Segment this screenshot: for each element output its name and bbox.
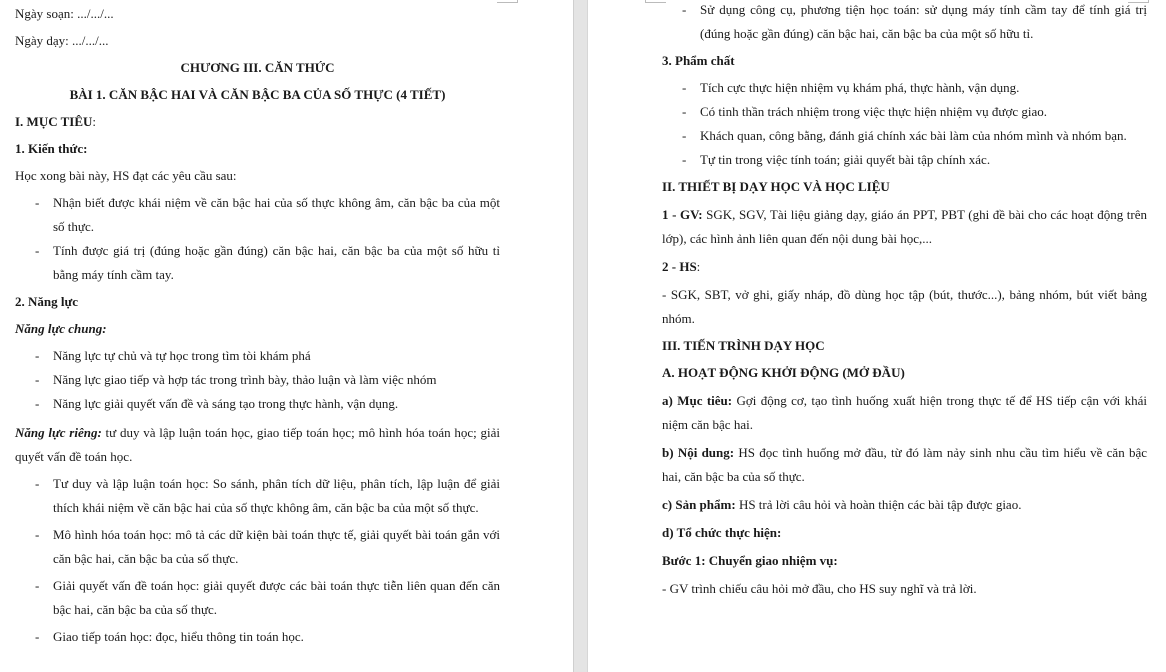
student-label: 2 - HS [662,259,697,274]
page-body [15,2,500,649]
list-item: - Giao tiếp toán học: đọc, hiểu thông tin toán học. [15,625,500,649]
heading-text: I. MỤC TIÊU [15,114,93,129]
product [662,493,1147,517]
knowledge-intro: Học xong bài này, HS đạt các yêu cầu sau: [15,168,237,183]
activity-a-heading: A. HOẠT ĐỘNG KHỞI ĐỘNG (MỞ ĐẦU) [662,365,905,380]
list-item: - Tính được giá trị (đúng hoặc gần đúng) căn bậc hai, căn bậc ba của một số hữu tỉ bằng máy tính cầm tay. [15,239,500,287]
qualities-heading: 3. Phẩm chất [662,53,735,68]
specific-competence [15,421,500,469]
list-item: - Năng lực giải quyết vấn đề và sáng tạo trong thực hành, vận dụng. [15,392,500,416]
content-text: HS đọc tình huống mở đầu, từ đó làm nảy sinh nhu cầu tìm hiểu về căn bậc hai, căn bậc ba của số thực. [662,445,1147,484]
list-item: - Mô hình hóa toán học: mô tả các dữ kiện bài toán thực tế, giải quyết bài toán gắn với căn bậc hai, căn bậc ba của số thực. [15,523,500,571]
competence-heading: 2. Năng lực [15,294,79,309]
date-taught: Ngày dạy: .../.../... [15,33,109,48]
heading-colon: : [92,114,97,129]
step1-heading: Bước 1: Chuyển giao nhiệm vụ: [662,553,838,568]
chapter-title: CHƯƠNG III. CĂN THỨC [180,60,335,75]
list-item: - Khách quan, công bằng, đánh giá chính xác bài làm của nhóm mình và nhóm bạn. [662,124,1147,148]
date-prepared: Ngày soạn: .../.../... [15,6,114,21]
general-competence-heading: Năng lực chung: [15,321,107,336]
list-item: - Giải quyết vấn đề toán học: giải quyết được các bài toán thực tiễn liên quan đến căn bậc hai, căn bậc ba của số thực. [15,574,500,622]
list-item: - Sử dụng công cụ, phương tiện học toán: sử dụng máy tính cầm tay để tính giá trị (đúng hoặc gần đúng) căn bậc hai, căn bậc ba của một số hữu tỉ. [662,0,1147,46]
section-heading-process: III. TIẾN TRÌNH DẠY HỌC [662,338,825,353]
student-colon: : [696,259,701,274]
list-item: - Tự tin trong việc tính toán; giải quyết bài tập chính xác. [662,148,1147,172]
lesson-title: BÀI 1. CĂN BẬC HAI VÀ CĂN BẬC BA CỦA SỐ THỰC (4 TIẾT) [69,87,446,102]
list-item: - Tư duy và lập luận toán học: So sánh, phân tích dữ liệu, phân tích, lập luận để giải thích khái niệm về căn bậc hai của số thực không âm, căn bậc ba của một số thực. [15,472,500,520]
section-heading-objectives [15,110,500,134]
goal [662,389,1147,437]
organize-heading: d) Tổ chức thực hiện: [662,525,782,540]
goal-text: Gợi động cơ, tạo tình huống xuất hiện trong thực tế để HS tiếp cận với khái niệm căn bậc hai. [662,393,1147,432]
teacher-materials [662,203,1147,251]
page-gap [573,0,588,672]
page-body [662,0,1147,601]
specific-label: Năng lực riêng: [15,425,102,440]
teacher-label: 1 - GV: [662,207,703,222]
student-materials: - SGK, SBT, vở ghi, giấy nháp, đồ dùng học tập (bút, thước...), bảng nhóm, bút viết bảng nhóm. [662,287,1147,326]
content [662,441,1147,489]
content-label: b) Nội dung: [662,445,735,460]
list-item: - Tích cực thực hiện nhiệm vụ khám phá, thực hành, vận dụng. [662,76,1147,100]
crop-mark [497,0,518,3]
step1-text: - GV trình chiếu câu hỏi mở đầu, cho HS suy nghĩ và trả lời. [662,581,977,596]
document-page-right [588,0,1166,672]
student-heading [662,255,1147,279]
product-label: c) Sản phẩm: [662,497,736,512]
list-item: - Có tinh thần trách nhiệm trong việc thực hiện nhiệm vụ được giao. [662,100,1147,124]
list-item: - Năng lực giao tiếp và hợp tác trong trình bày, thảo luận và làm việc nhóm [15,368,500,392]
list-item: - Năng lực tự chủ và tự học trong tìm tòi khám phá [15,344,500,368]
section-heading-equipment: II. THIẾT BỊ DẠY HỌC VÀ HỌC LIỆU [662,179,890,194]
goal-label: a) Mục tiêu: [662,393,733,408]
document-page-left [0,0,573,672]
list-item: - Nhận biết được khái niệm về căn bậc hai của số thực không âm, căn bậc ba của một số thực. [15,191,500,239]
knowledge-heading: 1. Kiến thức: [15,141,88,156]
teacher-text: SGK, SGV, Tài liệu giảng dạy, giáo án PPT, PBT (ghi đề bài cho các hoạt động trên lớp), các hình ảnh liên quan đến nội dung bài học,... [662,207,1148,246]
product-text: HS trả lời câu hỏi và hoàn thiện các bài tập được giao. [735,497,1022,512]
specific-text: tư duy và lập luận toán học, giao tiếp toán học; mô hình hóa toán học; giải quyết vấn đề toán học. [15,425,501,464]
